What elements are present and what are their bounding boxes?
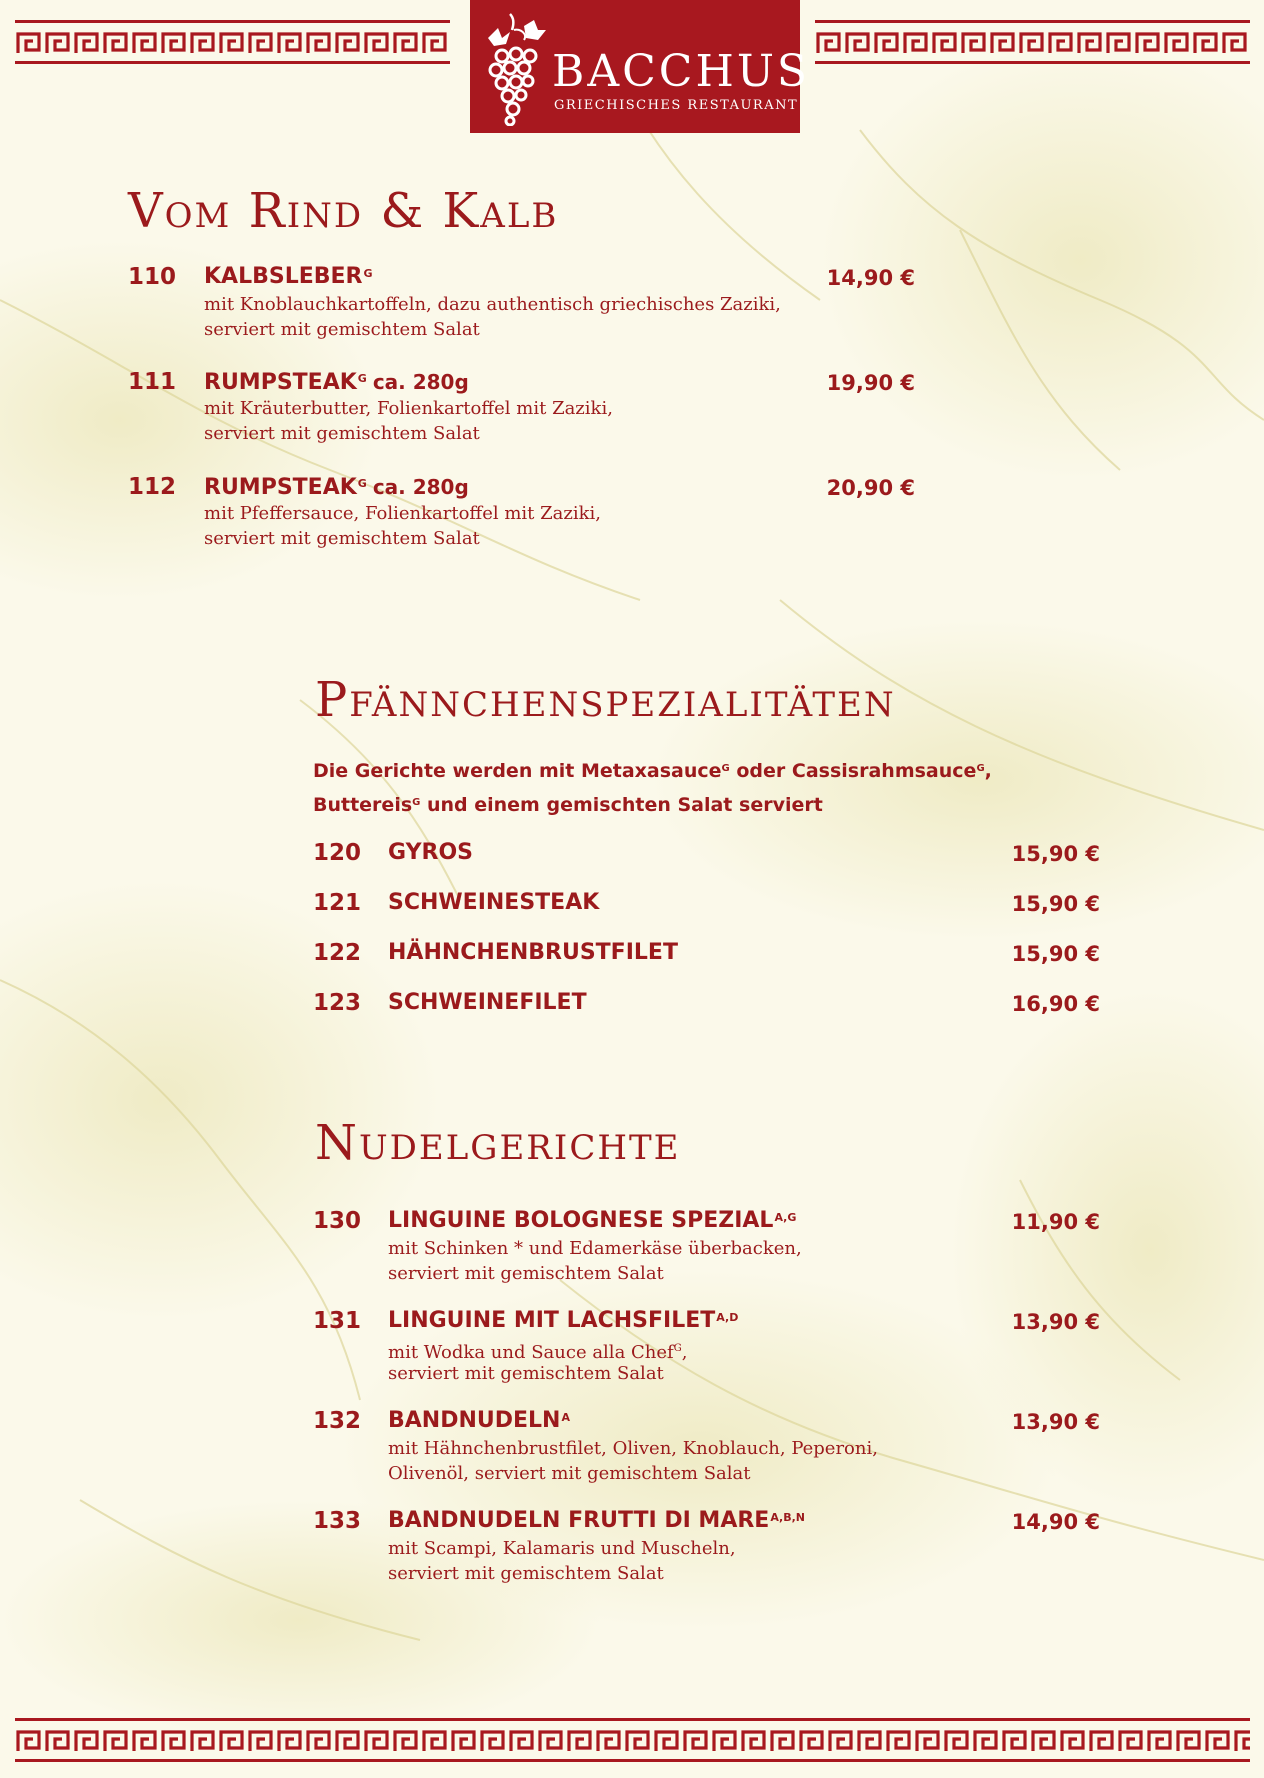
item-number: 121 [313,890,362,916]
item-price: 19,90 € [826,371,915,395]
item-weight: ca. 280g [372,475,469,499]
item-description: mit Pfeffersauce, Folienkartoffel mit Zaziki, [204,503,601,524]
item-name-text: KALBSLEBER [204,264,363,289]
item-number: 132 [313,1408,362,1434]
description-text: , [681,1342,688,1363]
item-name: SCHWEINESTEAK [388,890,600,915]
grapes-icon [480,8,550,126]
item-price: 13,90 € [1011,1410,1100,1434]
item-description: serviert mit gemischtem Salat [388,1363,664,1384]
note-text: Die Gerichte werden mit Metaxasauce [313,760,722,782]
restaurant-logo [470,0,811,133]
allergen-code: G [357,372,367,385]
item-description: Olivenöl, serviert mit gemischtem Salat [388,1463,751,1484]
item-name-text: BANDNUDELN FRUTTI DI MARE [388,1508,770,1533]
item-number: 111 [128,369,177,395]
item-description: mit Kräuterbutter, Folienkartoffel mit Zaziki, [204,398,613,419]
item-name: GYROS [388,840,473,865]
item-description: serviert mit gemischtem Salat [204,528,480,549]
note-text: Buttereis [313,794,413,816]
item-name-text: RUMPSTEAK [204,475,357,500]
item-name [388,1508,805,1534]
allergen-code: A,D [716,1311,739,1324]
logo-subtitle: GRIECHISCHES RESTAURANT [554,98,799,113]
item-number: 120 [313,840,362,866]
section-title-pfann: Pfännchenspezialitäten [315,672,896,728]
item-name-text: LINGUINE MIT LACHSFILET [388,1308,716,1333]
meander-border-top-left [15,20,450,64]
item-price: 15,90 € [1011,842,1100,866]
note-text: , [984,760,992,782]
item-description: mit Hähnchenbrustfilet, Oliven, Knoblauch, Peperoni, [388,1438,878,1459]
meander-border-bottom [15,1718,1250,1762]
allergen-code: G [412,797,421,808]
item-number: 122 [313,940,362,966]
item-description: serviert mit gemischtem Salat [388,1263,664,1284]
item-price: 15,90 € [1011,942,1100,966]
item-name-text: RUMPSTEAK [204,370,357,395]
allergen-code: G [976,763,985,774]
meander-border-top-right [815,20,1250,64]
item-price: 16,90 € [1011,992,1100,1016]
allergen-code: A [561,1411,570,1424]
item-name [204,474,469,501]
item-name-text: BANDNUDELN [388,1408,561,1433]
note-text: oder Cassisrahmsauce [729,760,977,782]
item-number: 123 [313,990,362,1016]
item-name: HÄHNCHENBRUSTFILET [388,940,678,965]
section-note [313,754,992,788]
item-name [388,1308,738,1334]
logo-brand-name: BACCHUS [552,46,811,97]
allergen-code: A,B,N [770,1511,805,1524]
item-name [204,264,373,290]
item-price: 15,90 € [1011,892,1100,916]
item-number: 130 [313,1208,362,1234]
item-description: mit Schinken * und Edamerkäse überbacken, [388,1238,802,1259]
item-name-text: LINGUINE BOLOGNESE SPEZIAL [388,1208,774,1233]
allergen-code: G [363,267,373,280]
item-price: 14,90 € [826,266,915,290]
section-title-nudel: Nudelgerichte [315,1115,681,1171]
item-price: 20,90 € [826,476,915,500]
allergen-code: A,G [774,1211,797,1224]
description-text: mit Wodka und Sauce alla Chef [388,1342,674,1363]
item-description: serviert mit gemischtem Salat [204,319,480,340]
item-name [388,1408,570,1434]
item-number: 131 [313,1308,362,1334]
section-title-rind: Vom Rind & Kalb [128,183,559,239]
note-text: und einem gemischten Salat serviert [420,794,823,816]
item-name [204,369,469,396]
item-description: mit Knoblauchkartoffeln, dazu authentisch griechisches Zaziki, [204,294,781,315]
section-note [313,788,823,822]
item-number: 112 [128,474,177,500]
allergen-code: G [673,1343,682,1354]
allergen-code: G [357,477,367,490]
item-description: mit Scampi, Kalamaris und Muscheln, [388,1538,736,1559]
item-price: 13,90 € [1011,1310,1100,1334]
item-name: SCHWEINEFILET [388,990,587,1015]
item-price: 14,90 € [1011,1510,1100,1534]
item-number: 133 [313,1508,362,1534]
item-weight: ca. 280g [372,370,469,394]
allergen-code: G [721,763,730,774]
item-name [388,1208,796,1234]
item-number: 110 [128,264,177,290]
item-price: 11,90 € [1011,1210,1100,1234]
item-description: serviert mit gemischtem Salat [388,1563,664,1584]
item-description: serviert mit gemischtem Salat [204,423,480,444]
